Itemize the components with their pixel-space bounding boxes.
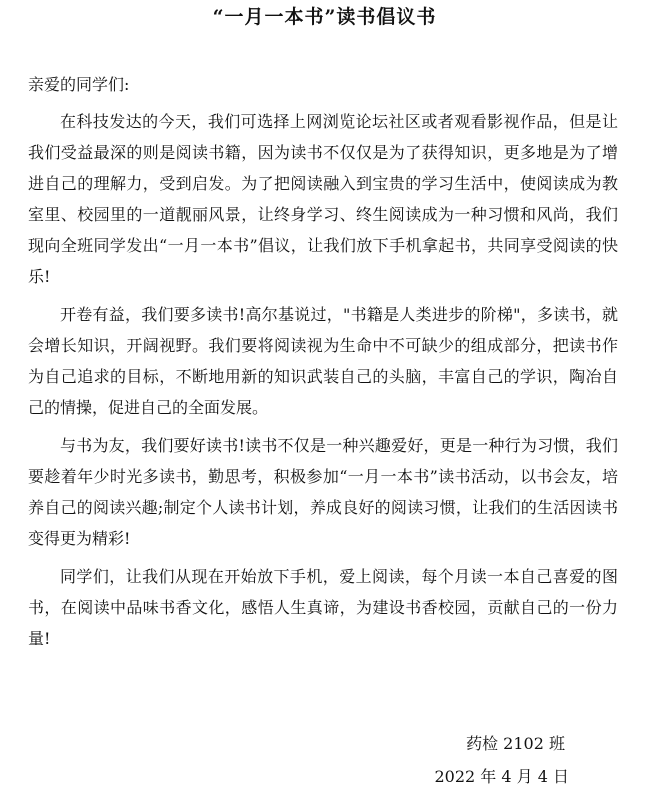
paragraph-love-reading: 与书为友，我们要好读书!读书不仅是一种兴趣爱好，更是一种行为习惯，我们要趁着年少时光多读书，勤思考，积极参加“一月一本书”读书活动，以书会友，培养自己的阅读兴趣;制定个人读书计划，养成良好的阅读习惯，让我们的生活因读书变得更为精彩!: [28, 436, 618, 548]
salutation: 亲爱的同学们:: [28, 75, 130, 94]
document-title: “一月一本书”读书倡议书: [212, 6, 437, 28]
paragraph-read-more: 开卷有益，我们要多读书!高尔基说过，"书籍是人类进步的阶梯"，多读书，就会增长知识，开阔视野。我们要将阅读视为生命中不可缺少的组成部分，把读书作为自己追求的目标，不断地用新的知识武装自己的头脑，丰富自己的学识，陶冶自己的情操，促进自己的全面发展。: [28, 305, 618, 417]
letter-body: [28, 106, 618, 661]
signature-date: 2022 年 4 月 4 日: [434, 767, 569, 786]
paragraph-call-to-action: 同学们，让我们从现在开始放下手机，爱上阅读，每个月读一本自己喜爱的图书，在阅读中品味书香文化，感悟人生真谛，为建设书香校园，贡献自己的一份力量!: [28, 567, 618, 648]
paragraph-intro: 在科技发达的今天，我们可选择上网浏览论坛社区或者观看影视作品，但是让我们受益最深的则是阅读书籍，因为读书不仅仅是为了获得知识，更多地是为了增进自己的理解力，受到启发。为了把阅读融入到宝贵的学习生活中，使阅读成为教室里、校园里的一道靓丽风景，让终身学习、终生阅读成为一种习惯和风尚，我们现向全班同学发出“一月一本书”倡议，让我们放下手机拿起书，共同享受阅读的快乐!: [28, 112, 618, 286]
signature-class: 药检 2102 班: [466, 734, 565, 753]
